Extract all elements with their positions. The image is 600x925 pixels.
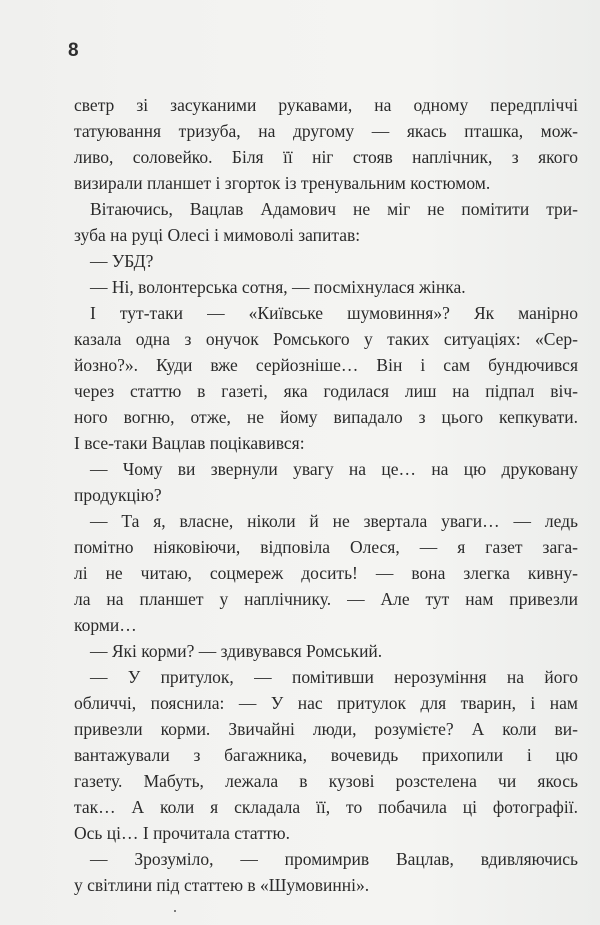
text-line: вантажували з багажника, вочевидь прихопили і цю xyxy=(74,745,578,765)
text-line: І тут-таки — «Київське шумовиння»? Як манірно xyxy=(90,303,578,323)
body-text xyxy=(74,92,578,898)
text-line: Вітаючись, Вацлав Адамович не міг не помітити три- xyxy=(90,199,578,219)
text-line: газету. Мабуть, лежала в кузові розстелена чи якось xyxy=(74,771,578,791)
text-line: через статтю в газеті, яка годилася лиш на підпал віч- xyxy=(74,381,578,401)
text-line: так… А коли я складала її, то побачила ці фотографії. xyxy=(74,797,578,817)
text-line: — Які корми? — здивувався Ромський. xyxy=(90,641,383,661)
text-line: корми… xyxy=(74,615,137,635)
text-line: казала одна з онучок Ромського у таких ситуаціях: «Сер- xyxy=(74,329,578,349)
text-line: лі не читаю, соцмереж досить! — вона злегка кивну- xyxy=(74,563,578,583)
text-line: — Ні, волонтерська сотня, — посміхнулася жінка. xyxy=(90,277,466,297)
text-line: татуювання тризуба, на другому — якась пташка, мож- xyxy=(74,121,578,141)
text-line: обличчі, пояснила: — У нас притулок для тварин, і нам xyxy=(74,693,578,713)
text-line: ливо, соловейко. Біля її ніг стояв наплічник, з якого xyxy=(74,147,578,167)
text-line: помітно ніяковіючи, відповіла Олеся, — я газет зага- xyxy=(74,537,578,557)
text-line: визирали планшет і згорток із тренувальним костюмом. xyxy=(74,173,491,193)
text-line: йозно?». Куди вже серйозніше… Він і сам бундючився xyxy=(74,355,578,375)
print-speck xyxy=(174,910,176,912)
text-line: ного вогню, отже, не йому випадало з цього кепкувати. xyxy=(74,407,578,427)
text-line: у світлини під статтею в «Шумовинні». xyxy=(74,875,370,895)
text-line: ла на планшет у наплічнику. — Але тут нам привезли xyxy=(74,589,578,609)
text-line: привезли корми. Звичайні люди, розумієте? А коли ви- xyxy=(74,719,578,739)
text-line: — У притулок, — помітивши нерозуміння на його xyxy=(90,667,578,687)
text-line: продукцію? xyxy=(74,485,162,505)
text-line: светр зі засуканими рукавами, на одному передпліччі xyxy=(74,95,578,115)
text-line: — УБД? xyxy=(90,251,154,271)
text-line: І все-таки Вацлав поцікавився: xyxy=(74,433,305,453)
text-line: Ось ці… І прочитала статтю. xyxy=(74,823,290,843)
text-line: — Зрозуміло, — промимрив Вацлав, вдивляючись xyxy=(90,849,578,869)
text-line: — Чому ви звернули увагу на це… на цю друковану xyxy=(90,459,578,479)
text-line: — Та я, власне, ніколи й не звертала уваги… — ледь xyxy=(90,511,578,531)
text-line: зуба на руці Олесі і мимоволі запитав: xyxy=(74,225,361,245)
page-number: 8 xyxy=(68,40,79,61)
